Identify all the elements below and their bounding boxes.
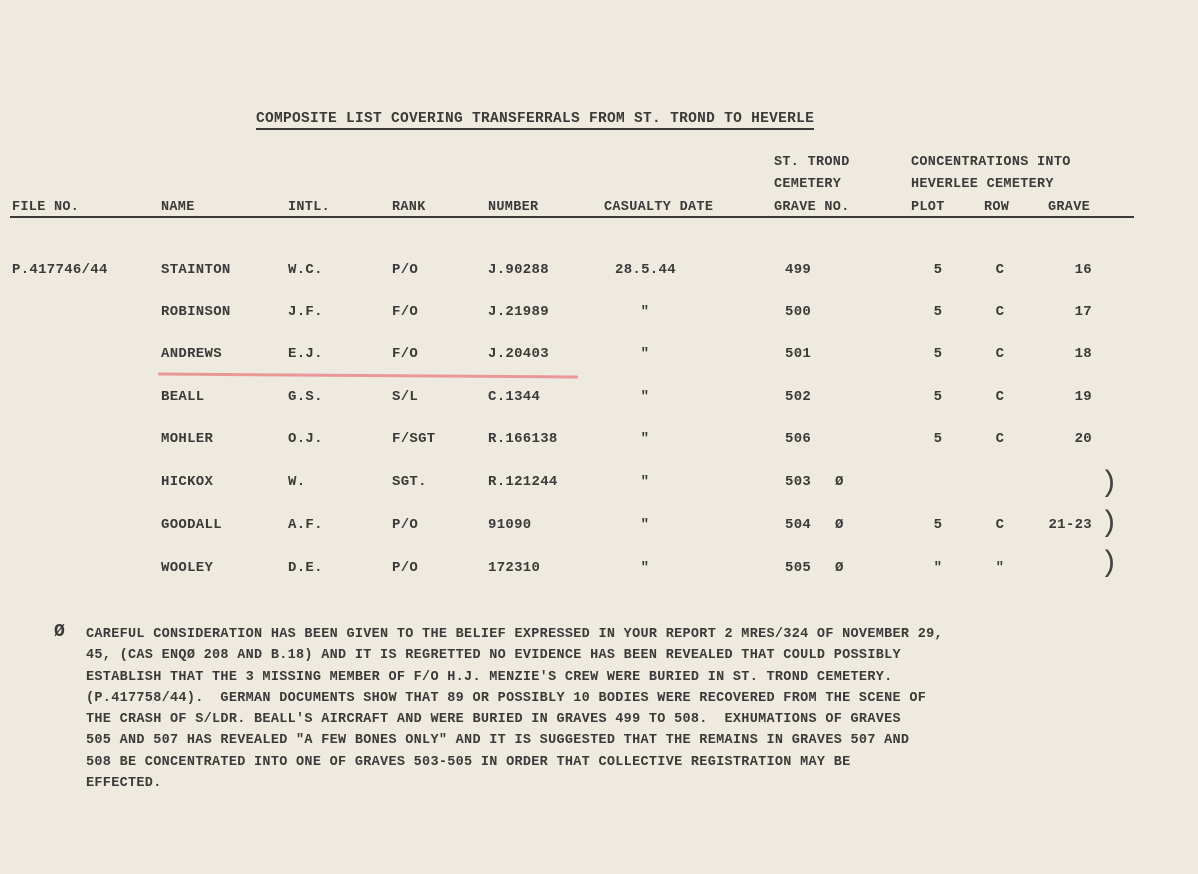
cell-name: BEALL xyxy=(161,389,205,405)
cell-intl: O.J. xyxy=(288,431,323,447)
cell-mark: Ø xyxy=(835,517,844,533)
header-plot: PLOT xyxy=(911,200,945,215)
header-intl: INTL. xyxy=(288,200,331,215)
cell-row: C xyxy=(995,389,1005,405)
header-rank: RANK xyxy=(392,200,426,215)
cell-number: 172310 xyxy=(488,560,541,576)
header-file-no: FILE NO. xyxy=(12,200,80,215)
cell-date: " xyxy=(640,517,650,533)
cell-name: WOOLEY xyxy=(161,560,214,576)
cell-number: 91090 xyxy=(488,517,532,533)
footnote-line: 45, (CAS ENQØ 208 AND B.18) AND IT IS REGRETTED NO EVIDENCE HAS BEEN REVEALED THAT COULD POSSIBLY xyxy=(86,648,901,664)
cell-st-grave: 503 xyxy=(785,474,812,490)
cell-name: GOODALL xyxy=(161,517,222,533)
cell-mark: Ø xyxy=(835,560,844,576)
cell-st-grave: 504 xyxy=(785,517,812,533)
cell-date: 28.5.44 xyxy=(615,262,676,278)
header-concentrations: CONCENTRATIONS INTO xyxy=(911,155,1071,170)
cell-plot: 5 xyxy=(933,262,943,278)
cell-number: J.21989 xyxy=(488,304,549,320)
cell-date: " xyxy=(640,474,650,490)
cell-intl: A.F. xyxy=(288,517,323,533)
cell-intl: E.J. xyxy=(288,346,323,362)
header-st-trond: ST. TROND xyxy=(774,155,850,170)
document-title: COMPOSITE LIST COVERING TRANSFERRALS FROM ST. TROND TO HEVERLE xyxy=(256,111,814,130)
cell-grave: 20 xyxy=(1074,431,1092,447)
cell-rank: P/O xyxy=(392,517,419,533)
cell-plot: 5 xyxy=(933,517,943,533)
cell-intl: G.S. xyxy=(288,389,323,405)
cell-grave: 21-23 xyxy=(1048,517,1092,533)
cell-date: " xyxy=(640,389,650,405)
cell-row: " xyxy=(995,560,1005,576)
cell-plot: 5 xyxy=(933,431,943,447)
cell-row: C xyxy=(995,431,1005,447)
cell-name: ROBINSON xyxy=(161,304,231,320)
cell-name: ANDREWS xyxy=(161,346,222,362)
header-grave-no: GRAVE NO. xyxy=(774,200,850,215)
cell-date: " xyxy=(640,304,650,320)
footnote-line: 505 AND 507 HAS REVEALED "A FEW BONES ONLY" AND IT IS SUGGESTED THAT THE REMAINS IN GRAVES 507 AND xyxy=(86,733,910,749)
cell-rank: S/L xyxy=(392,389,419,405)
footnote-line: 508 BE CONCENTRATED INTO ONE OF GRAVES 503-505 IN ORDER THAT COLLECTIVE REGISTRATION MAY BE xyxy=(86,754,851,770)
cell-row: C xyxy=(995,346,1005,362)
cell-grave: 18 xyxy=(1074,346,1092,362)
cell-intl: D.E. xyxy=(288,560,323,576)
footnote-mark: Ø xyxy=(54,622,66,642)
cell-name: HICKOX xyxy=(161,474,214,490)
cell-st-grave: 502 xyxy=(785,389,812,405)
cell-intl: J.F. xyxy=(288,304,323,320)
cell-grave: 16 xyxy=(1074,262,1092,278)
cell-st-grave: 501 xyxy=(785,346,812,362)
header-grave: GRAVE xyxy=(1048,200,1091,215)
cell-rank: F/SGT xyxy=(392,431,436,447)
cell-date: " xyxy=(640,431,650,447)
cell-rank: SGT. xyxy=(392,474,427,490)
header-name: NAME xyxy=(161,200,195,215)
header-heverlee: HEVERLEE CEMETERY xyxy=(911,177,1054,192)
header-rule xyxy=(10,216,1134,218)
cell-rank: F/O xyxy=(392,304,419,320)
cell-grave: 19 xyxy=(1074,389,1092,405)
cell-rank: P/O xyxy=(392,262,419,278)
cell-intl: W.C. xyxy=(288,262,323,278)
cell-plot: " xyxy=(933,560,943,576)
cell-file: P.417746/44 xyxy=(12,262,108,278)
cell-date: " xyxy=(640,346,650,362)
cell-st-grave: 506 xyxy=(785,431,812,447)
cell-mark: Ø xyxy=(835,474,844,490)
footnote-line: ESTABLISH THAT THE 3 MISSING MEMBER OF F/O H.J. MENZIE'S CREW WERE BURIED IN ST. TROND CEMETERY. xyxy=(86,669,893,685)
red-underline-mark xyxy=(158,373,578,379)
cell-st-grave: 499 xyxy=(785,262,812,278)
header-number: NUMBER xyxy=(488,200,539,215)
cell-row: C xyxy=(995,517,1005,533)
cell-rank: F/O xyxy=(392,346,419,362)
cell-plot: 5 xyxy=(933,389,943,405)
cell-grave: 17 xyxy=(1074,304,1092,320)
footnote-line: CAREFUL CONSIDERATION HAS BEEN GIVEN TO THE BELIEF EXPRESSED IN YOUR REPORT 2 MRES/324 OF NOVEMBER 29, xyxy=(86,627,943,642)
cell-plot: 5 xyxy=(933,304,943,320)
cell-number: C.1344 xyxy=(488,389,541,405)
footnote-line: EFFECTED. xyxy=(86,776,162,792)
cell-st-grave: 505 xyxy=(785,560,812,576)
cell-number: R.121244 xyxy=(488,474,558,490)
cell-name: STAINTON xyxy=(161,262,231,278)
footnote-paragraph xyxy=(86,624,943,794)
cell-intl: W. xyxy=(288,474,306,490)
cell-plot: 5 xyxy=(933,346,943,362)
cell-rank: P/O xyxy=(392,560,419,576)
cell-row: C xyxy=(995,304,1005,320)
cell-name: MOHLER xyxy=(161,431,214,447)
footnote-line: THE CRASH OF S/LDR. BEALL'S AIRCRAFT AND WERE BURIED IN GRAVES 499 TO 508. EXHUMATIONS OF GRAVES xyxy=(86,712,901,728)
header-casualty-date: CASUALTY DATE xyxy=(604,200,714,215)
bracket-mark: ) ) ) xyxy=(1100,467,1119,581)
cell-st-grave: 500 xyxy=(785,304,812,320)
cell-row: C xyxy=(995,262,1005,278)
header-row: ROW xyxy=(984,200,1010,215)
cell-number: J.90288 xyxy=(488,262,549,278)
cell-number: R.166138 xyxy=(488,431,558,447)
header-cemetery: CEMETERY xyxy=(774,177,842,192)
cell-date: " xyxy=(640,560,650,576)
footnote-line: (P.417758/44). GERMAN DOCUMENTS SHOW THAT 89 OR POSSIBLY 10 BODIES WERE RECOVERED FROM THE SCENE OF xyxy=(86,690,927,706)
cell-number: J.20403 xyxy=(488,346,549,362)
